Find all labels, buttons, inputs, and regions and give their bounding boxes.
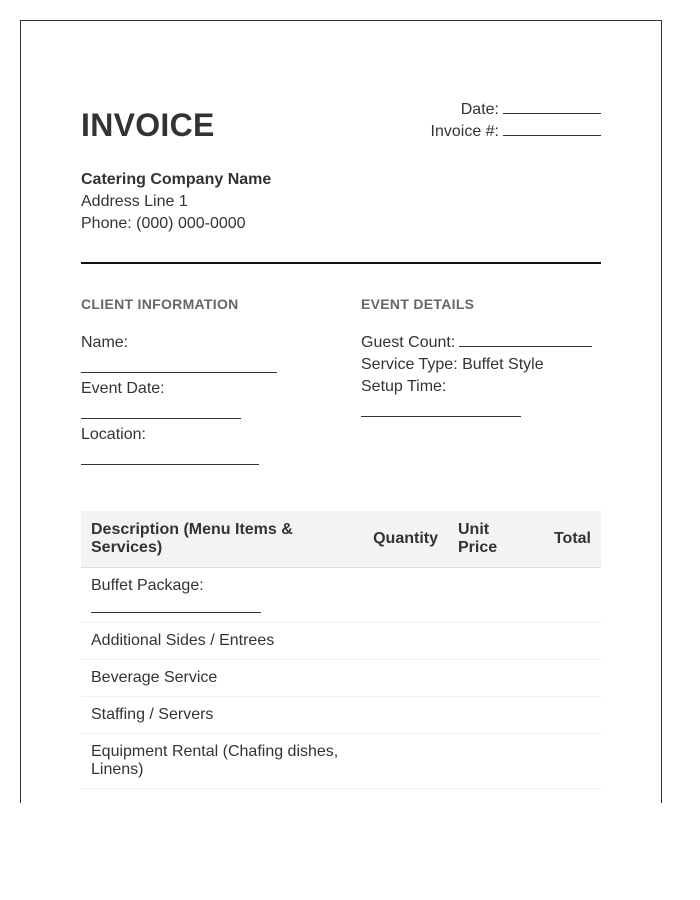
invoice-page — [20, 20, 662, 803]
company-phone: Phone: (000) 000-0000 — [81, 215, 246, 232]
company-address: Address Line 1 — [81, 193, 188, 210]
row-description — [81, 568, 363, 623]
row-quantity[interactable] — [363, 623, 448, 660]
table-row — [81, 660, 601, 697]
client-information-section — [81, 295, 341, 470]
date-label: Date: — [460, 101, 499, 118]
invoice-number-blank-line[interactable] — [503, 121, 601, 136]
row-quantity[interactable] — [363, 568, 448, 623]
row-quantity[interactable] — [363, 734, 448, 789]
table-row — [81, 568, 601, 623]
row-unit-price[interactable] — [448, 697, 535, 734]
company-info — [81, 169, 271, 235]
line-items-table — [81, 511, 601, 789]
invoice-meta — [431, 99, 601, 143]
column-header-unit-price: Unit Price — [448, 511, 535, 568]
row-unit-price[interactable] — [448, 568, 535, 623]
event-date-label: Event Date: — [81, 380, 165, 397]
row-description: Beverage Service — [81, 660, 363, 697]
event-date-blank-line[interactable] — [81, 400, 241, 419]
location-label: Location: — [81, 426, 146, 443]
setup-time-label: Setup Time: — [361, 378, 447, 395]
event-details-heading: EVENT DETAILS — [361, 296, 475, 312]
table-row — [81, 623, 601, 660]
row-description-text: Buffet Package: — [91, 577, 204, 594]
row-total[interactable] — [535, 623, 601, 660]
column-header-total: Total — [535, 511, 601, 568]
row-total[interactable] — [535, 568, 601, 623]
client-name-label: Name: — [81, 334, 129, 351]
column-header-description: Description (Menu Items & Services) — [81, 511, 363, 568]
company-name: Catering Company Name — [81, 171, 272, 188]
guest-count-row — [361, 332, 621, 354]
row-description: Staffing / Servers — [81, 697, 363, 734]
row-unit-price[interactable] — [448, 660, 535, 697]
row-unit-price[interactable] — [448, 734, 535, 789]
header-divider — [81, 262, 601, 264]
guest-count-label: Guest Count: — [361, 334, 456, 351]
table-header-row — [81, 511, 601, 568]
client-information-heading: CLIENT INFORMATION — [81, 296, 239, 312]
invoice-number-label: Invoice #: — [430, 123, 499, 140]
row-total[interactable] — [535, 660, 601, 697]
row-quantity[interactable] — [363, 697, 448, 734]
row-unit-price[interactable] — [448, 623, 535, 660]
buffet-package-blank-line[interactable] — [91, 595, 261, 613]
column-header-quantity: Quantity — [363, 511, 448, 568]
table-row — [81, 697, 601, 734]
row-description: Equipment Rental (Chafing dishes, Linens) — [81, 734, 363, 789]
service-type: Service Type: Buffet Style — [361, 356, 544, 373]
event-details-section — [361, 295, 621, 422]
setup-time-blank-line[interactable] — [361, 398, 521, 417]
client-name-blank-line[interactable] — [81, 354, 277, 373]
row-total[interactable] — [535, 697, 601, 734]
row-quantity[interactable] — [363, 660, 448, 697]
table-row — [81, 734, 601, 789]
row-description: Additional Sides / Entrees — [81, 623, 363, 660]
location-blank-line[interactable] — [81, 446, 259, 465]
invoice-number-row — [431, 121, 601, 143]
row-total[interactable] — [535, 734, 601, 789]
date-row — [431, 99, 601, 121]
guest-count-blank-line[interactable] — [459, 332, 592, 347]
date-blank-line[interactable] — [503, 99, 601, 114]
invoice-title: INVOICE — [81, 107, 215, 143]
